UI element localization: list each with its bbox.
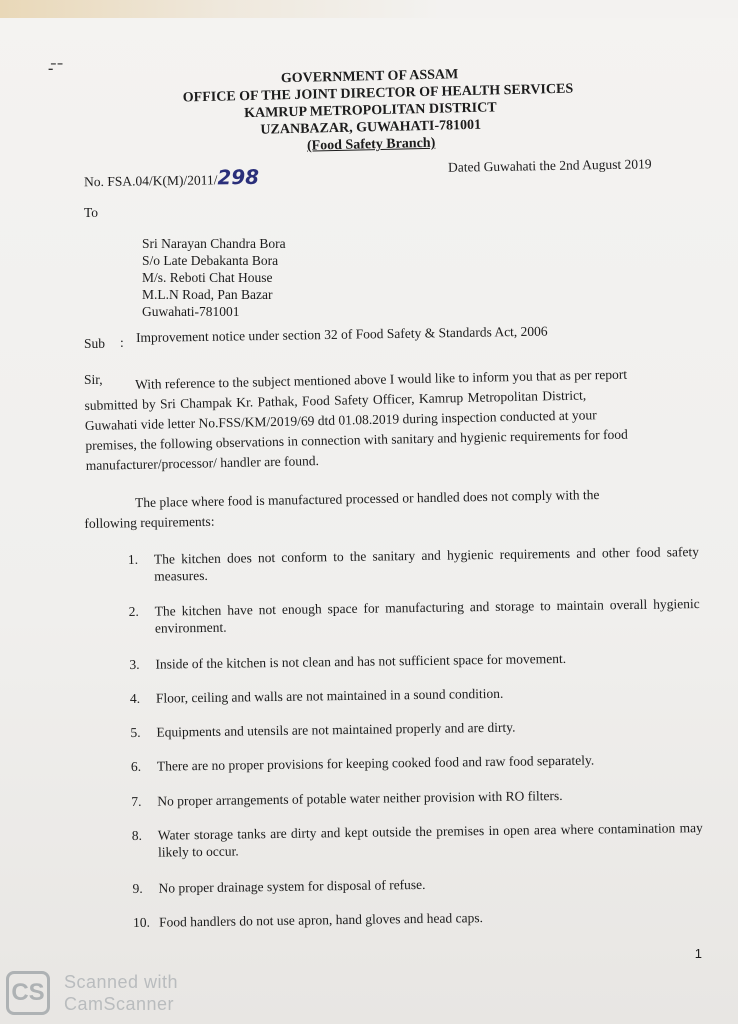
subject-label: Sub [84,336,106,351]
list-item [127,543,703,584]
letterhead-line-2: OFFICE OF THE JOINT DIRECTOR OF HEALTH SERVICES [182,81,574,106]
list-item-number: 3. [129,656,140,673]
salutation: Sir, [84,372,103,387]
page-edge-shadow [0,0,738,18]
list-item-number: 5. [130,724,141,741]
paragraph-line: The place where food is manufactured processed or handled does not comply with the [134,487,600,511]
to-label: To [84,205,99,220]
list-item-text: The kitchen does not conform to the sanitary and hygienic requirements and other food safety measures. [153,544,700,584]
letterhead-line-1: GOVERNMENT OF ASSAM [280,67,459,87]
reference-number [83,164,260,190]
address-line: M/s. Reboti Chat House [142,270,273,285]
letterhead-line-3: KAMRUP METROPOLITAN DISTRICT [243,100,497,122]
reference-number-handwritten: 298 [217,164,260,190]
list-item-number: 10. [132,914,151,930]
list-item [130,716,705,741]
paragraph-line: With reference to the subject mentioned above I would like to inform you that as per report [134,366,628,392]
paragraph-line: Guwahati vide letter No.FSS/KM/2019/69 dtd 01.08.2019 during inspection conducted at your [84,407,597,433]
list-item-text: Equipments and utensils are not maintained properly and are dirty. [156,719,516,740]
list-item-text: Food handlers do not use apron, hand gloves and head caps. [158,910,484,930]
address-line: S/o Late Debakanta Bora [142,253,279,268]
reference-number-printed: No. FSA.04/K(M)/2011/ [83,172,218,190]
list-item-number: 2. [128,603,139,620]
list-item [132,872,707,896]
camscanner-watermark [6,971,178,1015]
address-line: Sri Narayan Chandra Bora [142,236,286,251]
list-item-text: No proper drainage system for disposal of refuse. [158,876,426,896]
list-item-number: 1. [127,551,139,568]
paragraph-line: premises, the following observations in connection with sanitary and hygienic requirements for food [85,426,628,453]
pen-mark: -̄ ˉ [48,60,63,77]
paragraph-line: submitted by Sri Champak Kr. Pathak, Food Safety Officer, Kamrup Metropolitan District, [84,387,587,413]
letterhead-line-4: UZANBAZAR, GUWAHATI-781001 [260,117,482,138]
paragraph-line: manufacturer/processor/ handler are found. [85,453,320,473]
paragraph-line: following requirements: [84,513,215,531]
camscanner-line-2: CamScanner [64,994,175,1014]
address-line: M.L.N Road, Pan Bazar [142,287,273,302]
list-item-number: 4. [129,690,141,707]
subject-separator: : [120,335,124,350]
list-item-text: Inside of the kitchen is not clean and has not sufficient space for movement. [155,650,567,672]
list-item-number: 8. [131,827,143,844]
list-item [131,819,707,860]
list-item [128,595,704,636]
address-line: Guwahati-781001 [142,304,240,319]
list-item-text: Floor, ceiling and walls are not maintained in a sound condition. [155,685,504,706]
letter-date: Dated Guwahati the 2nd August 2019 [447,156,652,175]
list-item-number: 6. [130,758,142,775]
list-item-number: 9. [132,880,143,896]
list-item [132,906,708,930]
letterhead-line-5: (Food Safety Branch) [306,135,436,154]
list-item [130,750,706,775]
list-item-text: Water storage tanks are dirty and kept outside the premises in open area where contamination may likely to occur. [157,820,703,860]
camscanner-logo-icon: CS [6,971,50,1015]
list-item [129,648,704,673]
list-item-text: No proper arrangements of potable water neither provision with RO filters. [157,787,563,809]
list-item [129,682,705,707]
camscanner-line-1: Scanned with [64,972,179,992]
list-item-text: There are no proper provisions for keeping cooked food and raw food separately. [156,752,595,774]
camscanner-text [64,971,178,1015]
subject-text: Improvement notice under section 32 of Food Safety & Standards Act, 2006 [135,323,548,345]
list-item [131,785,706,810]
page-number: 1 [694,946,702,961]
list-item-text: The kitchen have not enough space for manufacturing and storage to maintain overall hygienic environment. [154,596,700,636]
list-item-number: 7. [131,793,142,810]
